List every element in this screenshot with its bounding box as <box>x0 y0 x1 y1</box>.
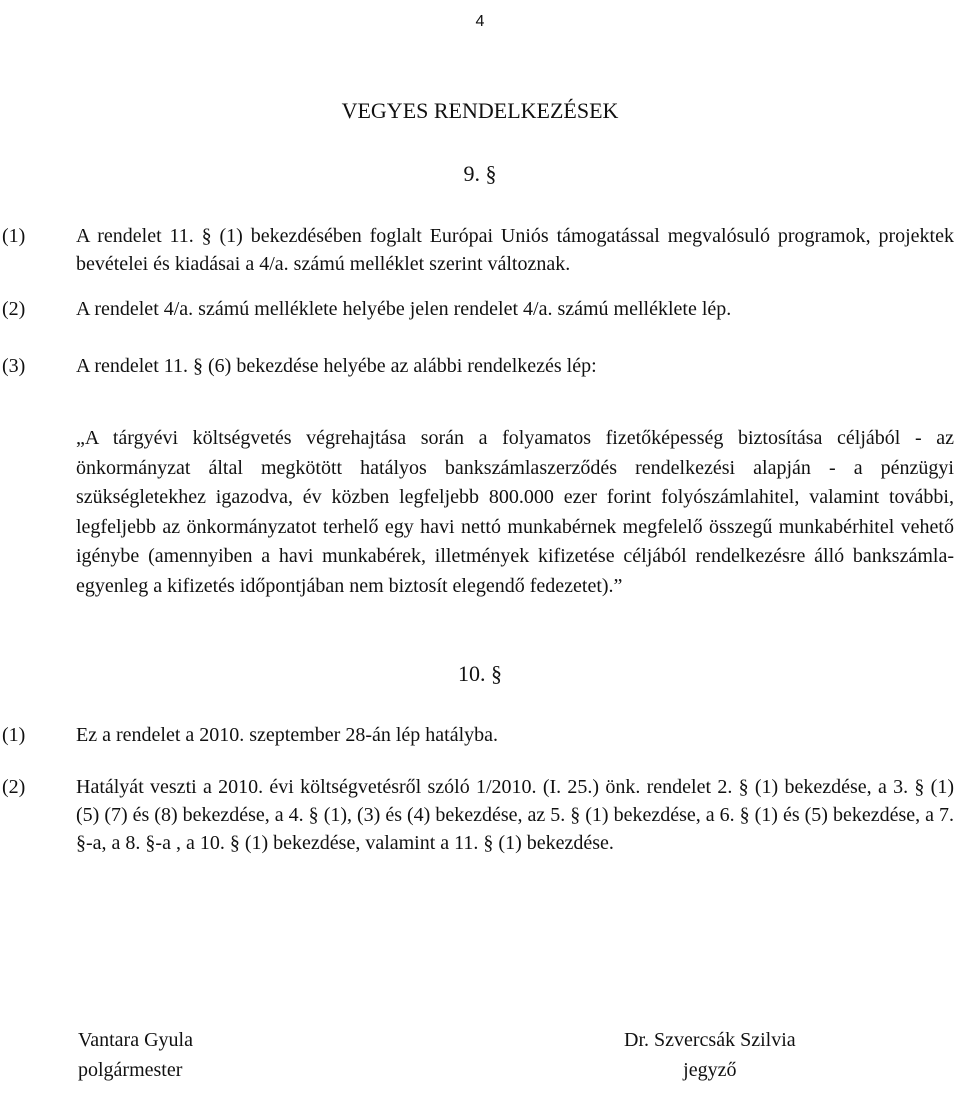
paragraph-text: A rendelet 11. § (1) bekezdésében foglalt Európai Uniós támogatással megvalósuló programok, projektek bevételei és kiadásai a 4/a. számú melléklet szerint változnak. <box>76 225 954 275</box>
paragraph-number: (3) <box>2 355 26 377</box>
amendment-quote: „A tárgyévi költségvetés végrehajtása során a folyamatos fizetőképesség biztosítása céljából - az önkormányzat által megkötött hatályos bankszámlaszerződés rendelkezési alapján - a pénzügyi szükségletekhez igazodva, év közben legfeljebb 800.000 ezer forint folyószámlahitel, valamint további, legfeljebb az önkormányzatot terhelő egy havi nettó munkabérnek megfelelő összegű munkabérhitel vehető igénybe (amennyiben a havi munkabérek, illetmények kifizetése céljából rendelkezésre álló bankszámla-egyenleg a kifizetés időpontjában nem biztosít elegendő fedezetet).” <box>76 427 954 597</box>
signature-left <box>78 1025 193 1085</box>
signatory-role: polgármester <box>78 1059 183 1081</box>
signature-right <box>624 1025 796 1085</box>
paragraph-number: (1) <box>2 724 26 746</box>
page-number: 4 <box>475 13 485 30</box>
signatory-name: Vantara Gyula <box>78 1029 193 1051</box>
signatory-role: jegyző <box>683 1059 737 1081</box>
paragraph-text: A rendelet 4/a. számú melléklete helyébe jelen rendelet 4/a. számú melléklete lép. <box>76 298 732 320</box>
signatory-name: Dr. Szvercsák Szilvia <box>624 1029 796 1051</box>
paragraph-number: (1) <box>2 225 26 247</box>
paragraph-text: Ez a rendelet a 2010. szeptember 28-án lép hatályba. <box>76 724 499 746</box>
paragraph-text: A rendelet 11. § (6) bekezdése helyébe az alábbi rendelkezés lép: <box>76 355 597 377</box>
paragraph-text: Hatályát veszti a 2010. évi költségvetésről szóló 1/2010. (I. 25.) önk. rendelet 2. § (1) bekezdése, a 3. § (1) (5) (7) és (8) bekezdése, a 4. § (1), (3) és (4) bekezdése, az 5. § (1) bekezdése, a 6. § (1) és (5) bekezdése, a 7. §-a, a 8. §-a , a 10. § (1) bekezdése, valamint a 11. § (1) bekezdése. <box>76 776 954 854</box>
paragraph-number: (2) <box>2 298 26 320</box>
section-9-heading: 9. § <box>463 161 497 186</box>
section-10-heading: 10. § <box>458 661 502 686</box>
page-title: VEGYES RENDELKEZÉSEK <box>341 98 619 123</box>
paragraph-number: (2) <box>2 776 26 798</box>
